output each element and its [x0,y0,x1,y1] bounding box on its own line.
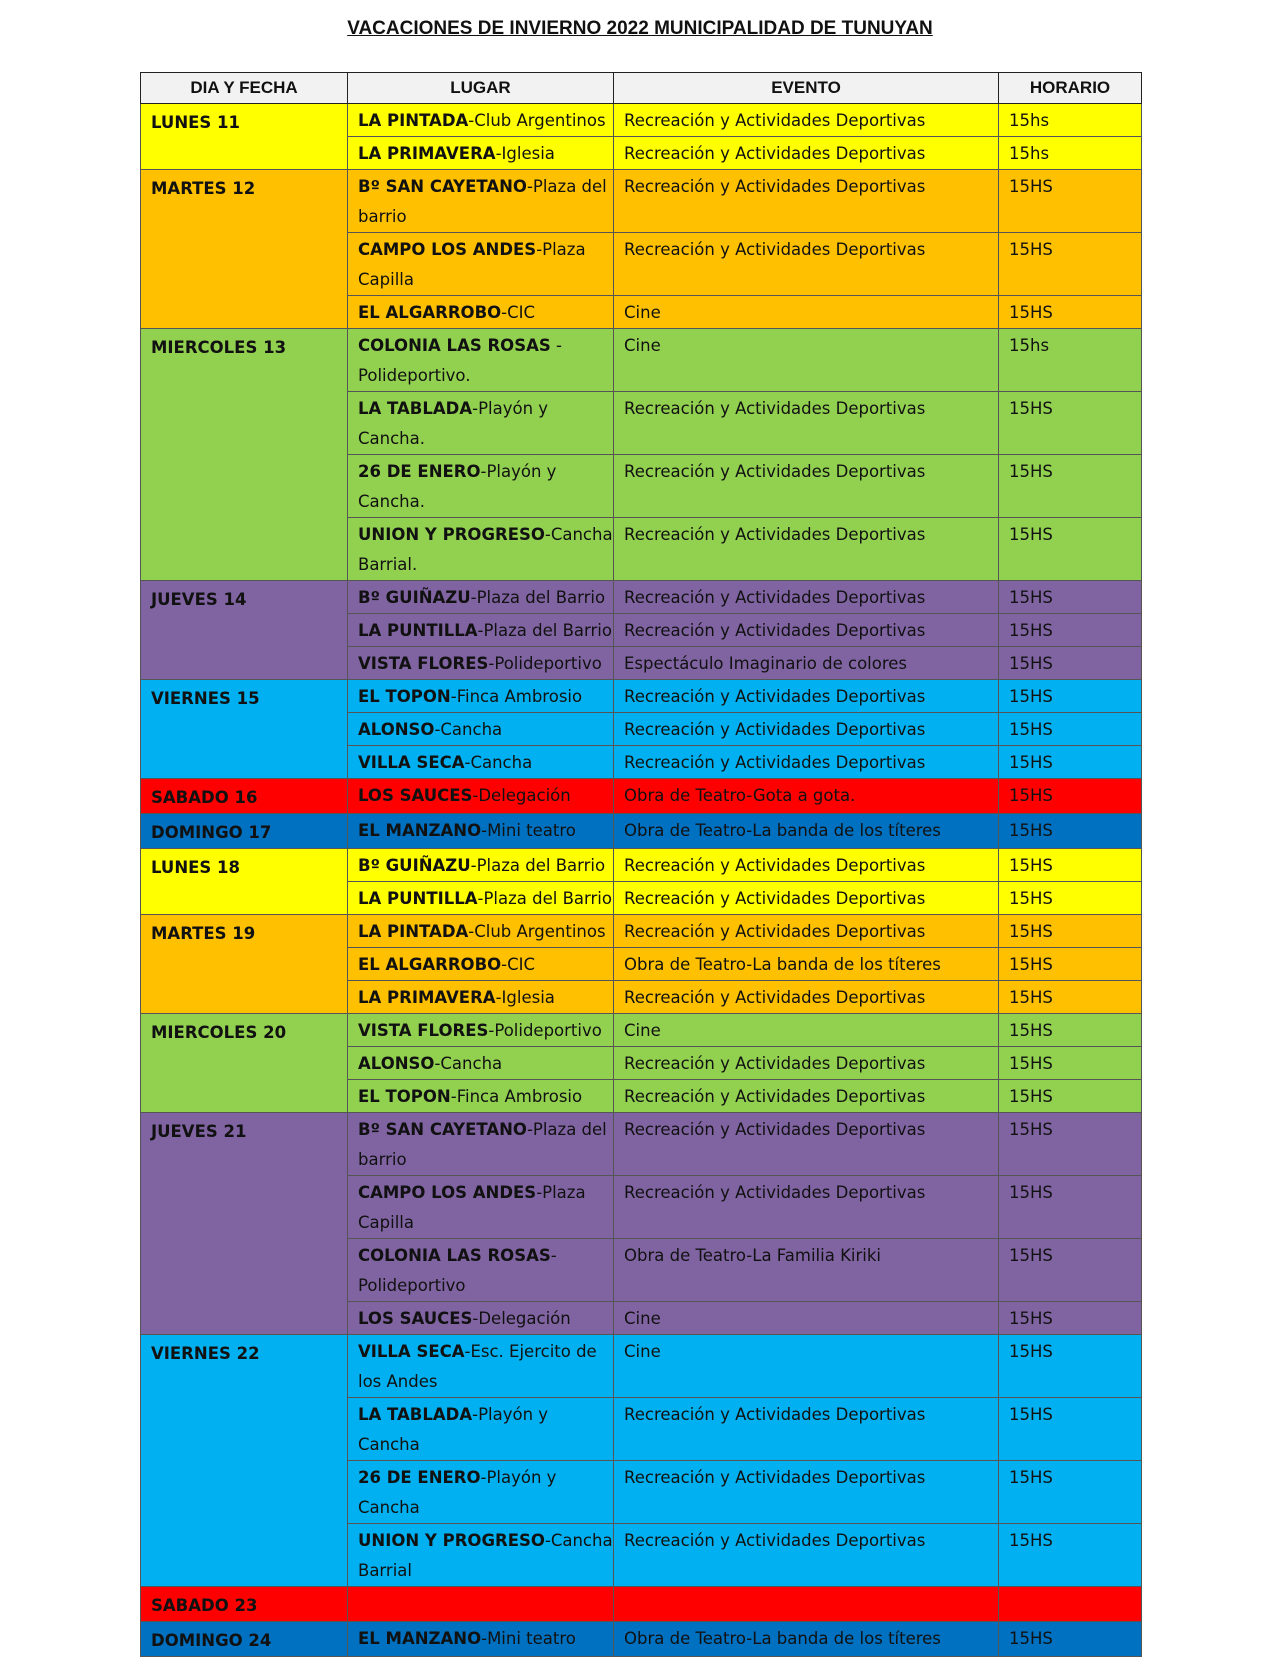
place-cell [348,137,614,170]
place-detail: -Cancha Barrial. [358,525,613,574]
table-row [141,680,1142,713]
place-cell [348,814,614,849]
table-row [141,1335,1142,1398]
place-name: UNION Y PROGRESO [358,525,545,544]
place-name: ALONSO [358,1054,435,1073]
place-cell [348,329,614,392]
place-name: EL ALGARROBO [358,303,502,322]
event-cell: Espectáculo Imaginario de colores [614,647,999,680]
place-detail: -Iglesia [495,144,555,163]
place-cell [348,1587,614,1622]
place-cell [348,1014,614,1047]
time-cell: 15HS [999,170,1142,233]
place-detail: -Plaza Capilla [358,240,586,289]
time-cell: 15HS [999,814,1142,849]
day-cell: JUEVES 14 [141,581,348,680]
place-name: ALONSO [358,720,435,739]
event-cell: Recreación y Actividades Deportivas [614,1524,999,1587]
table-header-row [141,73,1142,104]
table-row [141,1113,1142,1176]
event-cell: Cine [614,329,999,392]
place-detail: -Playón y Cancha. [358,399,549,448]
time-cell: 15HS [999,647,1142,680]
event-cell: Obra de Teatro-La banda de los títeres [614,1622,999,1657]
time-cell: 15HS [999,1014,1142,1047]
place-name: LOS SAUCES [358,786,473,805]
place-cell [348,1622,614,1657]
place-detail: -Club Argentinos [468,922,606,941]
place-detail: -Esc. Ejercito de los Andes [358,1342,597,1391]
day-cell: SABADO 16 [141,779,348,814]
place-name: CAMPO LOS ANDES [358,240,537,259]
event-cell: Recreación y Actividades Deportivas [614,104,999,137]
place-cell [348,779,614,814]
place-name: EL TOPON [358,687,451,706]
event-cell: Recreación y Actividades Deportivas [614,1080,999,1113]
place-cell [348,296,614,329]
day-cell: DOMINGO 24 [141,1622,348,1657]
table-row [141,104,1142,137]
place-detail: - Polideportivo [358,1246,557,1295]
place-cell [348,104,614,137]
day-cell: MARTES 19 [141,915,348,1014]
place-name: Bº SAN CAYETANO [358,1120,527,1139]
place-name: EL TOPON [358,1087,451,1106]
table-row [141,814,1142,849]
place-detail: -Cancha Barrial [358,1531,613,1580]
table-row [141,329,1142,392]
event-cell: Recreación y Actividades Deportivas [614,849,999,882]
place-detail: -Delegación [472,786,571,805]
table-row [141,581,1142,614]
event-cell: Recreación y Actividades Deportivas [614,518,999,581]
time-cell: 15HS [999,392,1142,455]
place-detail: -Plaza del Barrio [477,889,612,908]
place-detail: -Cancha [464,753,533,772]
time-cell: 15HS [999,882,1142,915]
event-cell: Recreación y Actividades Deportivas [614,746,999,779]
place-name: Bº SAN CAYETANO [358,177,527,196]
place-detail: -Iglesia [495,988,555,1007]
header-horario: HORARIO [999,73,1142,104]
place-cell [348,915,614,948]
day-cell: DOMINGO 17 [141,814,348,849]
event-cell: Recreación y Actividades Deportivas [614,581,999,614]
place-detail: -Delegación [472,1309,571,1328]
table-row [141,849,1142,882]
place-name: LA PUNTILLA [358,621,478,640]
place-cell [348,981,614,1014]
event-cell: Recreación y Actividades Deportivas [614,981,999,1014]
event-cell: Cine [614,1014,999,1047]
place-name: LA PINTADA [358,111,469,130]
time-cell: 15HS [999,1461,1142,1524]
place-cell [348,581,614,614]
place-cell [348,713,614,746]
event-cell: Recreación y Actividades Deportivas [614,713,999,746]
day-cell: JUEVES 21 [141,1113,348,1335]
place-cell [348,647,614,680]
time-cell: 15HS [999,1335,1142,1398]
event-cell: Cine [614,1335,999,1398]
time-cell: 15HS [999,948,1142,981]
place-cell [348,1302,614,1335]
place-cell [348,1335,614,1398]
table-row [141,1622,1142,1657]
place-cell [348,1461,614,1524]
place-detail: -Plaza del barrio [358,1120,607,1169]
place-name: LA PUNTILLA [358,889,478,908]
event-cell: Recreación y Actividades Deportivas [614,1113,999,1176]
place-detail: -Mini teatro [481,821,576,840]
place-cell [348,948,614,981]
time-cell: 15HS [999,1622,1142,1657]
place-detail: -Finca Ambrosio [450,1087,583,1106]
event-cell: Recreación y Actividades Deportivas [614,1176,999,1239]
place-detail: -Finca Ambrosio [450,687,583,706]
place-cell [348,170,614,233]
place-name: EL MANZANO [358,821,482,840]
place-cell [348,746,614,779]
event-cell: Recreación y Actividades Deportivas [614,1047,999,1080]
place-name: EL MANZANO [358,1629,482,1648]
time-cell: 15HS [999,614,1142,647]
time-cell: 15HS [999,581,1142,614]
time-cell: 15HS [999,296,1142,329]
event-cell [614,1587,999,1622]
event-cell: Recreación y Actividades Deportivas [614,915,999,948]
table-row [141,915,1142,948]
time-cell [999,1587,1142,1622]
event-cell: Recreación y Actividades Deportivas [614,680,999,713]
place-cell [348,1176,614,1239]
time-cell: 15HS [999,680,1142,713]
day-cell: LUNES 11 [141,104,348,170]
place-name: Bº GUIÑAZU [358,588,471,607]
schedule-table [140,72,1142,1657]
place-detail: -Polideportivo [488,654,602,673]
schedule-body [141,104,1142,1657]
place-detail: -Playón y Cancha. [358,462,557,511]
place-detail: -Polideportivo [488,1021,602,1040]
place-cell [348,1398,614,1461]
place-cell [348,1113,614,1176]
time-cell: 15HS [999,455,1142,518]
place-cell [348,1524,614,1587]
event-cell: Recreación y Actividades Deportivas [614,392,999,455]
place-cell [348,1047,614,1080]
place-cell [348,680,614,713]
place-name: Bº GUIÑAZU [358,856,471,875]
place-detail: -Playón y Cancha [358,1468,557,1517]
place-detail: -Cancha [434,1054,503,1073]
place-name: VILLA SECA [358,1342,465,1361]
time-cell: 15HS [999,746,1142,779]
place-name: EL ALGARROBO [358,955,502,974]
place-cell [348,392,614,455]
time-cell: 15HS [999,1524,1142,1587]
place-cell [348,518,614,581]
event-cell: Recreación y Actividades Deportivas [614,137,999,170]
time-cell: 15HS [999,1398,1142,1461]
place-name: VILLA SECA [358,753,465,772]
event-cell: Cine [614,1302,999,1335]
place-cell [348,614,614,647]
place-name: LA PINTADA [358,922,469,941]
place-detail: -Plaza del barrio [358,177,607,226]
place-detail: -Club Argentinos [468,111,606,130]
place-cell [348,849,614,882]
place-name: 26 DE ENERO [358,1468,481,1487]
time-cell: 15HS [999,233,1142,296]
table-row [141,1014,1142,1047]
event-cell: Obra de Teatro-La banda de los títeres [614,814,999,849]
place-name: LA PRIMAVERA [358,988,496,1007]
event-cell: Obra de Teatro-La banda de los títeres [614,948,999,981]
time-cell: 15HS [999,1080,1142,1113]
place-name: VISTA FLORES [358,1021,489,1040]
time-cell: 15HS [999,1047,1142,1080]
day-cell: SABADO 23 [141,1587,348,1622]
place-cell [348,882,614,915]
time-cell: 15HS [999,1239,1142,1302]
event-cell: Recreación y Actividades Deportivas [614,882,999,915]
place-name: LOS SAUCES [358,1309,473,1328]
day-cell: MIERCOLES 13 [141,329,348,581]
event-cell: Recreación y Actividades Deportivas [614,170,999,233]
place-cell [348,1239,614,1302]
place-name: LA TABLADA [358,399,473,418]
time-cell: 15HS [999,518,1142,581]
header-dia-y-fecha: DIA Y FECHA [141,73,348,104]
place-detail: -Plaza Capilla [358,1183,586,1232]
header-evento: EVENTO [614,73,999,104]
time-cell: 15HS [999,1176,1142,1239]
time-cell: 15HS [999,981,1142,1014]
table-row [141,1587,1142,1622]
time-cell: 15HS [999,915,1142,948]
place-cell [348,233,614,296]
event-cell: Recreación y Actividades Deportivas [614,455,999,518]
time-cell: 15hs [999,329,1142,392]
time-cell: 15HS [999,1302,1142,1335]
event-cell: Recreación y Actividades Deportivas [614,1398,999,1461]
event-cell: Obra de Teatro-Gota a gota. [614,779,999,814]
place-cell [348,455,614,518]
place-detail: -Plaza del Barrio [470,856,606,875]
place-detail: -CIC [501,955,536,974]
time-cell: 15HS [999,779,1142,814]
event-cell: Recreación y Actividades Deportivas [614,233,999,296]
place-name: 26 DE ENERO [358,462,481,481]
event-cell: Cine [614,296,999,329]
place-name: VISTA FLORES [358,654,489,673]
day-cell: VIERNES 15 [141,680,348,779]
page-title: VACACIONES DE INVIERNO 2022 MUNICIPALIDAD DE TUNUYAN [347,18,933,39]
place-name: LA PRIMAVERA [358,144,496,163]
time-cell: 15HS [999,849,1142,882]
table-row [141,170,1142,233]
place-name: CAMPO LOS ANDES [358,1183,537,1202]
event-cell: Recreación y Actividades Deportivas [614,1461,999,1524]
time-cell: 15hs [999,104,1142,137]
place-detail: - Polideportivo. [358,336,562,385]
time-cell: 15hs [999,137,1142,170]
place-detail: -CIC [501,303,536,322]
header-lugar: LUGAR [348,73,614,104]
day-cell: MIERCOLES 20 [141,1014,348,1113]
event-cell: Obra de Teatro-La Familia Kiriki [614,1239,999,1302]
place-detail: -Plaza del Barrio [470,588,606,607]
day-cell: VIERNES 22 [141,1335,348,1587]
place-detail: -Mini teatro [481,1629,576,1648]
place-name: COLONIA LAS ROSAS [358,336,551,355]
place-detail: -Playón y Cancha [358,1405,549,1454]
time-cell: 15HS [999,713,1142,746]
day-cell: MARTES 12 [141,170,348,329]
time-cell: 15HS [999,1113,1142,1176]
event-cell: Recreación y Actividades Deportivas [614,614,999,647]
place-detail: -Plaza del Barrio [477,621,612,640]
place-name: COLONIA LAS ROSAS [358,1246,551,1265]
day-cell: LUNES 18 [141,849,348,915]
place-cell [348,1080,614,1113]
table-row [141,779,1142,814]
place-name: UNION Y PROGRESO [358,1531,545,1550]
place-name: LA TABLADA [358,1405,473,1424]
place-detail: -Cancha [434,720,503,739]
